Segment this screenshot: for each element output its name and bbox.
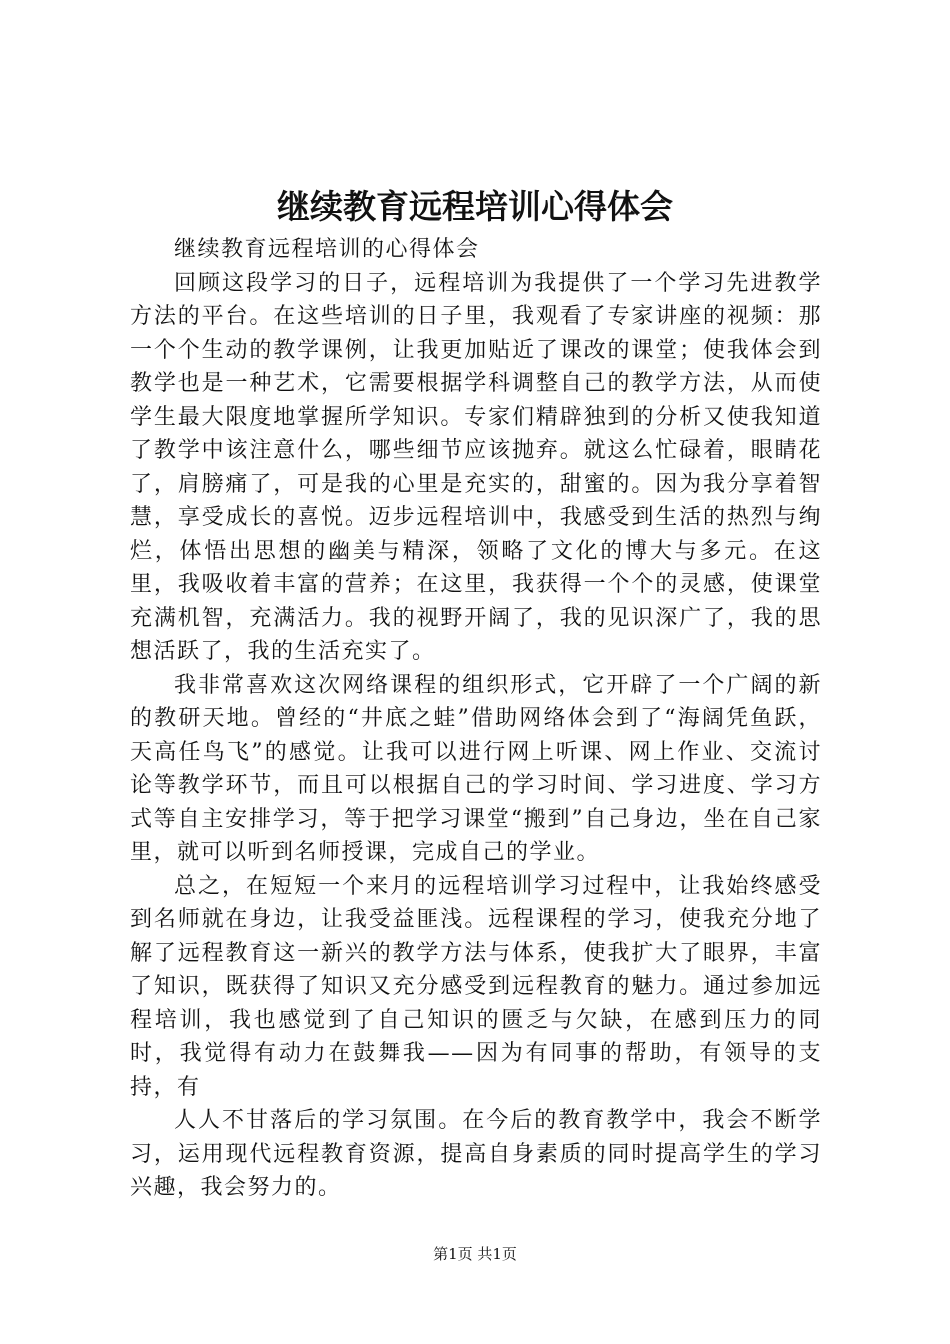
paragraph-2: 我非常喜欢这次网络课程的组织形式，它开辟了一个广阔的新的教研天地。曾经的“井底之蛙”借助网络体会到了“海阔凭鱼跃，天高任鸟飞”的感觉。让我可以进行网上听课、网上作业、交流讨论等教学环节，而且可以根据自己的学习时间、学习进度、学习方式等自主安排学习，等于把学习课堂“搬到”自己身边，坐在自己家里，就可以听到名师授课，完成自己的学业。 <box>130 672 822 865</box>
subtitle: 继续教育远程培训的心得体会 <box>174 237 480 262</box>
page-footer: 第1页 共1页 <box>433 1245 517 1263</box>
paragraph-1: 回顾这段学习的日子，远程培训为我提供了一个学习先进教学方法的平台。在这些培训的日子里，我观看了专家讲座的视频：那一个个生动的教学课例，让我更加贴近了课改的课堂；使我体会到教学也是一种艺术，它需要根据学科调整自己的教学方法，从而使学生最大限度地掌握所学知识。专家们精辟独到的分析又使我知道了教学中该注意什么，哪些细节应该抛弃。就这么忙碌着，眼睛花了，肩膀痛了，可是我的心里是充实的，甜蜜的。因为我分享着智慧，享受成长的喜悦。迈步远程培训中，我感受到生活的热烈与绚烂，体悟出思想的幽美与精深，领略了文化的博大与多元。在这里，我吸收着丰富的营养；在这里，我获得一个个的灵感，使课堂充满机智，充满活力。我的视野开阔了，我的见识深广了，我的思想活跃了，我的生活充实了。 <box>130 270 822 664</box>
document-title: 继续教育远程培训心得体会 <box>277 187 673 226</box>
paragraph-4: 人人不甘落后的学习氛围。在今后的教育教学中，我会不断学习，运用现代远程教育资源，提高自身素质的同时提高学生的学习兴趣，我会努力的。 <box>130 1108 822 1200</box>
paragraph-3: 总之，在短短一个来月的远程培训学习过程中，让我始终感受到名师就在身边，让我受益匪浅。远程课程的学习，使我充分地了解了远程教育这一新兴的教学方法与体系，使我扩大了眼界，丰富了知识，既获得了知识又充分感受到远程教育的魅力。通过参加远程培训，我也感觉到了自己知识的匮乏与欠缺，在感到压力的同时，我觉得有动力在鼓舞我——因为有同事的帮助，有领导的支持，有 <box>130 873 822 1100</box>
document-body <box>130 233 822 1205</box>
